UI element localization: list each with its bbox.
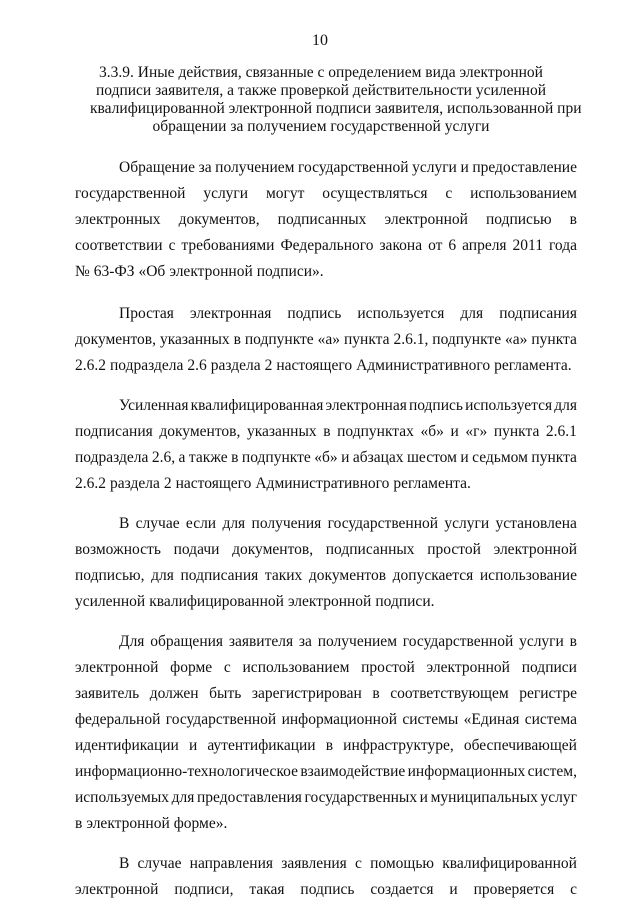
word: раздела xyxy=(210,357,261,374)
word: в xyxy=(233,331,241,348)
word: услуги xyxy=(444,515,490,532)
word: подписи». xyxy=(256,263,324,280)
word: с xyxy=(223,659,231,676)
word: заявитель xyxy=(75,685,140,702)
word: простой xyxy=(361,659,415,676)
word: электронной xyxy=(493,541,577,558)
word: указанных xyxy=(159,331,230,348)
word: В xyxy=(119,855,130,872)
paragraph-line xyxy=(75,207,577,233)
word: подписанных xyxy=(277,211,367,228)
word: шестом xyxy=(407,449,457,466)
word: осуществляться xyxy=(322,185,428,202)
word: В xyxy=(119,515,130,532)
paragraph-line xyxy=(75,563,577,589)
word: услуги xyxy=(203,185,249,202)
heading-line: 3.3.9. Иные действия, связанные с определением вида электронной xyxy=(99,64,543,81)
word: 2 xyxy=(163,475,172,492)
word: форме». xyxy=(173,815,228,832)
word: документов xyxy=(308,567,387,584)
word: подпись xyxy=(287,305,342,322)
paragraph-line xyxy=(75,785,577,811)
word: «Об xyxy=(138,263,166,280)
word: случае xyxy=(135,515,180,532)
word: для xyxy=(460,305,484,322)
word: электронной xyxy=(75,659,159,676)
section-heading xyxy=(90,64,582,136)
word: также xyxy=(188,449,228,466)
word: допускается xyxy=(392,567,474,584)
word: электронной xyxy=(75,881,159,898)
paragraph-line xyxy=(75,259,577,285)
word: электронной xyxy=(384,211,468,228)
paragraph xyxy=(75,155,577,285)
paragraph xyxy=(75,511,577,615)
heading-line: квалифицированной электронной подписи заявителя, использованной при xyxy=(90,100,582,117)
word: Усиленная xyxy=(119,397,189,414)
word: 2.6.1 xyxy=(545,423,577,440)
word: регламента. xyxy=(494,357,572,374)
word: получения xyxy=(251,515,322,532)
word: усиленной xyxy=(75,593,146,610)
word: электронная xyxy=(325,397,407,414)
word: получением xyxy=(215,159,295,176)
word: настоящего xyxy=(276,357,353,374)
word: 2.6.1, xyxy=(393,331,429,348)
word: информационной xyxy=(281,711,398,728)
word: квалифицированной xyxy=(149,593,284,610)
word: получением xyxy=(317,633,397,650)
word: подписью, xyxy=(75,567,145,584)
word: предоставление xyxy=(472,159,577,176)
word: за xyxy=(198,159,212,176)
paragraph-gap xyxy=(75,615,577,629)
word: раздела xyxy=(110,475,160,492)
word: абзацах xyxy=(352,449,404,466)
paragraph-line xyxy=(75,445,577,471)
paragraph-line xyxy=(75,877,577,903)
word: 63-ФЗ xyxy=(93,263,135,280)
word: 2.6.2 xyxy=(75,357,106,374)
word: соответствии xyxy=(75,237,163,254)
word: для xyxy=(554,397,577,414)
word: подпись xyxy=(300,881,355,898)
heading-line: подписи заявителя, а также проверкой действительности усиленной xyxy=(95,82,547,99)
word: пункта xyxy=(531,331,577,348)
word: обращения xyxy=(150,633,224,650)
word: подписи xyxy=(521,659,577,676)
word: и xyxy=(341,449,350,466)
word: подписанных xyxy=(325,541,415,558)
page-number: 10 xyxy=(312,32,328,49)
word: пункта xyxy=(531,449,577,466)
word: заявителя xyxy=(228,633,294,650)
word: инфраструктуре, xyxy=(343,737,454,754)
word: зарегистрирован xyxy=(251,685,362,702)
word: регистре xyxy=(519,685,577,702)
word: если xyxy=(185,515,217,532)
paragraph-line xyxy=(75,419,577,445)
word: подраздела xyxy=(75,449,149,466)
word: с xyxy=(445,185,453,202)
word: могут xyxy=(265,185,305,202)
word: для xyxy=(151,567,174,584)
word: соответствующем xyxy=(390,685,509,702)
word: пункта xyxy=(493,423,540,440)
word: и xyxy=(449,881,458,898)
word: в xyxy=(323,423,331,440)
word: в xyxy=(231,449,239,466)
paragraph-line xyxy=(75,181,577,207)
paragraph-gap xyxy=(75,837,577,851)
word: создается xyxy=(370,881,434,898)
paragraph-line xyxy=(75,589,577,615)
word: требованиями xyxy=(181,237,275,254)
paragraph-line xyxy=(75,655,577,681)
word: подписания xyxy=(499,305,577,322)
word: такая xyxy=(249,881,285,898)
word: подписания xyxy=(75,423,153,440)
word: с xyxy=(168,237,176,254)
word: возможность xyxy=(75,541,161,558)
paragraph xyxy=(75,851,577,903)
word: подпункте xyxy=(432,331,502,348)
word: система xyxy=(524,711,577,728)
word: государственной xyxy=(165,711,277,728)
word: и xyxy=(419,789,428,806)
word: используется xyxy=(357,305,445,322)
word: 2.6.2 xyxy=(75,475,106,492)
paragraph xyxy=(75,393,577,497)
word: «а» xyxy=(505,331,528,348)
paragraph-line xyxy=(75,707,577,733)
paragraph-line xyxy=(75,511,577,537)
word: пункта xyxy=(343,331,390,348)
word: закона xyxy=(379,237,423,254)
word: в xyxy=(325,737,334,754)
word: направления xyxy=(189,855,274,872)
paragraph-line xyxy=(75,759,577,785)
word: квалифицированной xyxy=(442,855,577,872)
paragraph-line xyxy=(75,681,577,707)
word: указанных xyxy=(246,423,317,440)
word: документов, xyxy=(159,423,241,440)
word: 2011 xyxy=(512,237,543,254)
word: и xyxy=(460,449,469,466)
word: а xyxy=(178,449,186,466)
word: таких xyxy=(264,567,303,584)
word: предоставления xyxy=(196,789,302,806)
word: и xyxy=(450,423,459,440)
word: форме xyxy=(170,659,213,676)
word: систем, xyxy=(527,763,577,780)
word: государственных xyxy=(304,789,418,806)
word: муниципальных xyxy=(430,789,538,806)
word: подпись xyxy=(408,397,463,414)
word: подписи. xyxy=(375,593,435,610)
word: «б» xyxy=(420,423,444,440)
word: седьмом xyxy=(472,449,528,466)
word: подписью xyxy=(485,211,552,228)
word: за xyxy=(298,633,312,650)
word: в xyxy=(372,685,380,702)
word: государственной xyxy=(402,633,514,650)
word: подписи, xyxy=(174,881,234,898)
word: федеральной xyxy=(75,711,161,728)
word: должен xyxy=(149,685,199,702)
word: в xyxy=(569,633,577,650)
paragraph-gap xyxy=(75,379,577,393)
word: с xyxy=(570,881,577,898)
word: «Единая xyxy=(463,711,520,728)
word: квалифицированная xyxy=(190,397,324,414)
word: «б» xyxy=(314,449,338,466)
word: электронных xyxy=(75,211,161,228)
word: электронной xyxy=(86,815,170,832)
word: с xyxy=(355,855,362,872)
word: подпунктах xyxy=(337,423,414,440)
word: услуги xyxy=(519,633,564,650)
word: документов, xyxy=(75,331,156,348)
word: в xyxy=(569,211,577,228)
word: и xyxy=(188,737,198,754)
word: идентификации xyxy=(75,737,179,754)
word: 2.6 xyxy=(187,357,207,374)
word: Административного xyxy=(255,475,390,492)
word: установлена xyxy=(495,515,577,532)
paragraph-gap xyxy=(75,497,577,511)
word: подписания xyxy=(180,567,259,584)
paragraph-line xyxy=(75,155,577,181)
word: апреля xyxy=(462,237,507,254)
word: государственной xyxy=(327,515,439,532)
word: подпункте xyxy=(241,449,311,466)
paragraph-line xyxy=(75,537,577,563)
word: взаимодействие xyxy=(300,763,406,780)
word: государственной xyxy=(75,185,186,202)
word: Для xyxy=(119,633,145,650)
word: № xyxy=(75,263,90,280)
word: системы xyxy=(402,711,459,728)
paragraph xyxy=(75,301,577,379)
word: регламента. xyxy=(393,475,471,492)
word: подраздела xyxy=(110,357,184,374)
word: и xyxy=(460,159,469,176)
word: используется xyxy=(465,397,553,414)
word: подпункте xyxy=(244,331,314,348)
word: проверяется xyxy=(473,881,555,898)
paragraph-line xyxy=(75,301,577,327)
word: 2 xyxy=(264,357,273,374)
word: обеспечивающей xyxy=(463,737,577,754)
word: случае xyxy=(137,855,182,872)
word: информационных xyxy=(407,763,526,780)
word: в xyxy=(75,815,83,832)
word: государственной xyxy=(298,159,409,176)
word: простой xyxy=(427,541,481,558)
paragraph-line xyxy=(75,733,577,759)
word: использование xyxy=(479,567,577,584)
word: информационно-технологическое xyxy=(75,763,299,780)
word: электронной xyxy=(169,263,253,280)
paragraph-line xyxy=(75,629,577,655)
word: настоящего xyxy=(175,475,252,492)
heading-line: обращении за получением государственной услуги xyxy=(152,118,490,135)
word: электронная xyxy=(189,305,272,322)
word: использованием xyxy=(242,659,350,676)
word: «а» xyxy=(317,331,341,348)
word: «г» xyxy=(465,423,488,440)
paragraph-gap xyxy=(75,285,577,301)
word: Административного xyxy=(356,357,491,374)
paragraph-line xyxy=(75,471,577,497)
word: года xyxy=(548,237,577,254)
paragraph-line xyxy=(75,393,577,419)
word: от xyxy=(428,237,443,254)
word: аутентификации xyxy=(207,737,316,754)
word: услуг xyxy=(540,789,577,806)
word: электронной xyxy=(287,593,372,610)
document-body xyxy=(75,155,577,903)
word: Федерального xyxy=(280,237,374,254)
paragraph xyxy=(75,629,577,837)
word: для xyxy=(222,515,246,532)
word: быть xyxy=(209,685,242,702)
paragraph-line xyxy=(75,353,577,379)
word: помощью xyxy=(370,855,435,872)
word: услуги xyxy=(412,159,457,176)
word: 2.6, xyxy=(151,449,176,466)
word: подачи xyxy=(173,541,220,558)
word: используемых xyxy=(75,789,170,806)
paragraph-line xyxy=(75,851,577,877)
word: Простая xyxy=(119,305,174,322)
word: для xyxy=(171,789,195,806)
paragraph-line xyxy=(75,233,577,259)
word: заявления xyxy=(281,855,347,872)
paragraph-line xyxy=(75,327,577,353)
paragraph-line xyxy=(75,811,577,837)
word: Обращение xyxy=(119,159,195,176)
word: 6 xyxy=(448,237,457,254)
word: электронной xyxy=(426,659,510,676)
word: документов, xyxy=(232,541,314,558)
word: использованием xyxy=(470,185,577,202)
word: документов, xyxy=(178,211,260,228)
